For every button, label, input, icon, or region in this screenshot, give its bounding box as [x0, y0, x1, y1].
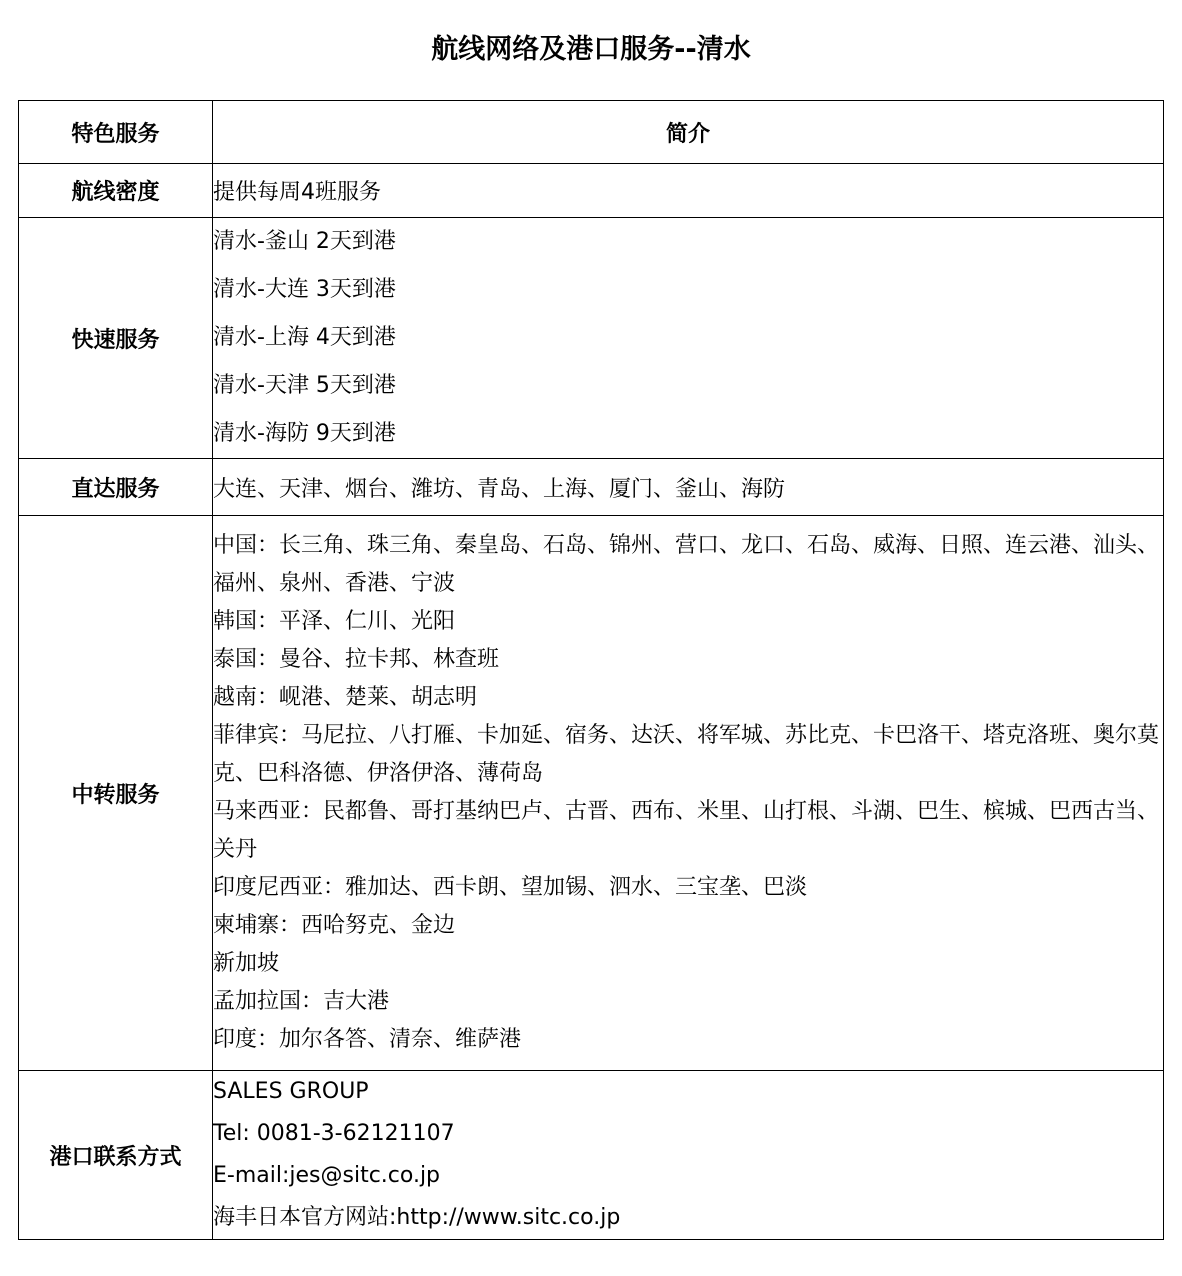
label-route-density: 航线密度: [19, 164, 213, 218]
contact-website: 海丰日本官方网站:http://www.sitc.co.jp: [213, 1205, 621, 1230]
table-header-row: [19, 101, 1164, 164]
transfer-service-list: [213, 516, 1164, 1071]
value-route-density: 提供每周4班服务: [213, 164, 1164, 218]
contact-tel: Tel: 0081-3-62121107: [213, 1121, 455, 1146]
transfer-line-india: 印度：加尔各答、清奈、维萨港: [213, 1027, 522, 1052]
label-transfer-service: 中转服务: [19, 516, 213, 1071]
value-direct-service: 大连、天津、烟台、潍坊、青岛、上海、厦门、釜山、海防: [213, 459, 1164, 516]
header-feature-service: 特色服务: [19, 101, 213, 164]
express-line: 清水-大连 3天到港: [213, 277, 396, 302]
transfer-line-philippines: 菲律宾：马尼拉、八打雁、卡加延、宿务、达沃、将军城、苏比克、卡巴洛干、塔克洛班、奥尔莫克、巴科洛德、伊洛伊洛、薄荷岛: [213, 723, 1160, 786]
express-line: 清水-上海 4天到港: [213, 325, 396, 350]
contact-group: SALES GROUP: [213, 1079, 369, 1104]
row-route-density: [19, 164, 1164, 218]
port-contact-list: [213, 1071, 1164, 1240]
label-express-service: 快速服务: [19, 218, 213, 459]
transfer-line-singapore: 新加坡: [213, 951, 280, 976]
transfer-line-china: 中国：长三角、珠三角、秦皇岛、石岛、锦州、营口、龙口、石岛、威海、日照、连云港、汕头、福州、泉州、香港、宁波: [213, 533, 1160, 596]
express-line: 清水-天津 5天到港: [213, 373, 396, 398]
label-port-contact: 港口联系方式: [19, 1071, 213, 1240]
label-direct-service: 直达服务: [19, 459, 213, 516]
transfer-line-indonesia: 印度尼西亚：雅加达、西卡朗、望加锡、泗水、三宝垄、巴淡: [213, 875, 808, 900]
express-line: 清水-釜山 2天到港: [213, 229, 396, 254]
express-service-list: [213, 218, 1164, 459]
transfer-line-bangladesh: 孟加拉国：吉大港: [213, 989, 390, 1014]
page-title: 航线网络及港口服务--清水: [431, 34, 751, 65]
service-table: [18, 100, 1164, 1240]
contact-email: E-mail:jes@sitc.co.jp: [213, 1163, 441, 1188]
row-transfer-service: [19, 516, 1164, 1071]
transfer-line-vietnam: 越南：岘港、楚莱、胡志明: [213, 685, 478, 710]
express-line: 清水-海防 9天到港: [213, 421, 396, 446]
row-direct-service: [19, 459, 1164, 516]
header-introduction: 简介: [213, 101, 1164, 164]
row-port-contact: [19, 1071, 1164, 1240]
row-express-service: [19, 218, 1164, 459]
transfer-line-korea: 韩国：平泽、仁川、光阳: [213, 609, 456, 634]
transfer-line-thailand: 泰国：曼谷、拉卡邦、林查班: [213, 647, 500, 672]
transfer-line-malaysia: 马来西亚：民都鲁、哥打基纳巴卢、古晋、西布、米里、山打根、斗湖、巴生、槟城、巴西古当、关丹: [213, 799, 1160, 862]
transfer-line-cambodia: 柬埔寨：西哈努克、金边: [213, 913, 456, 938]
